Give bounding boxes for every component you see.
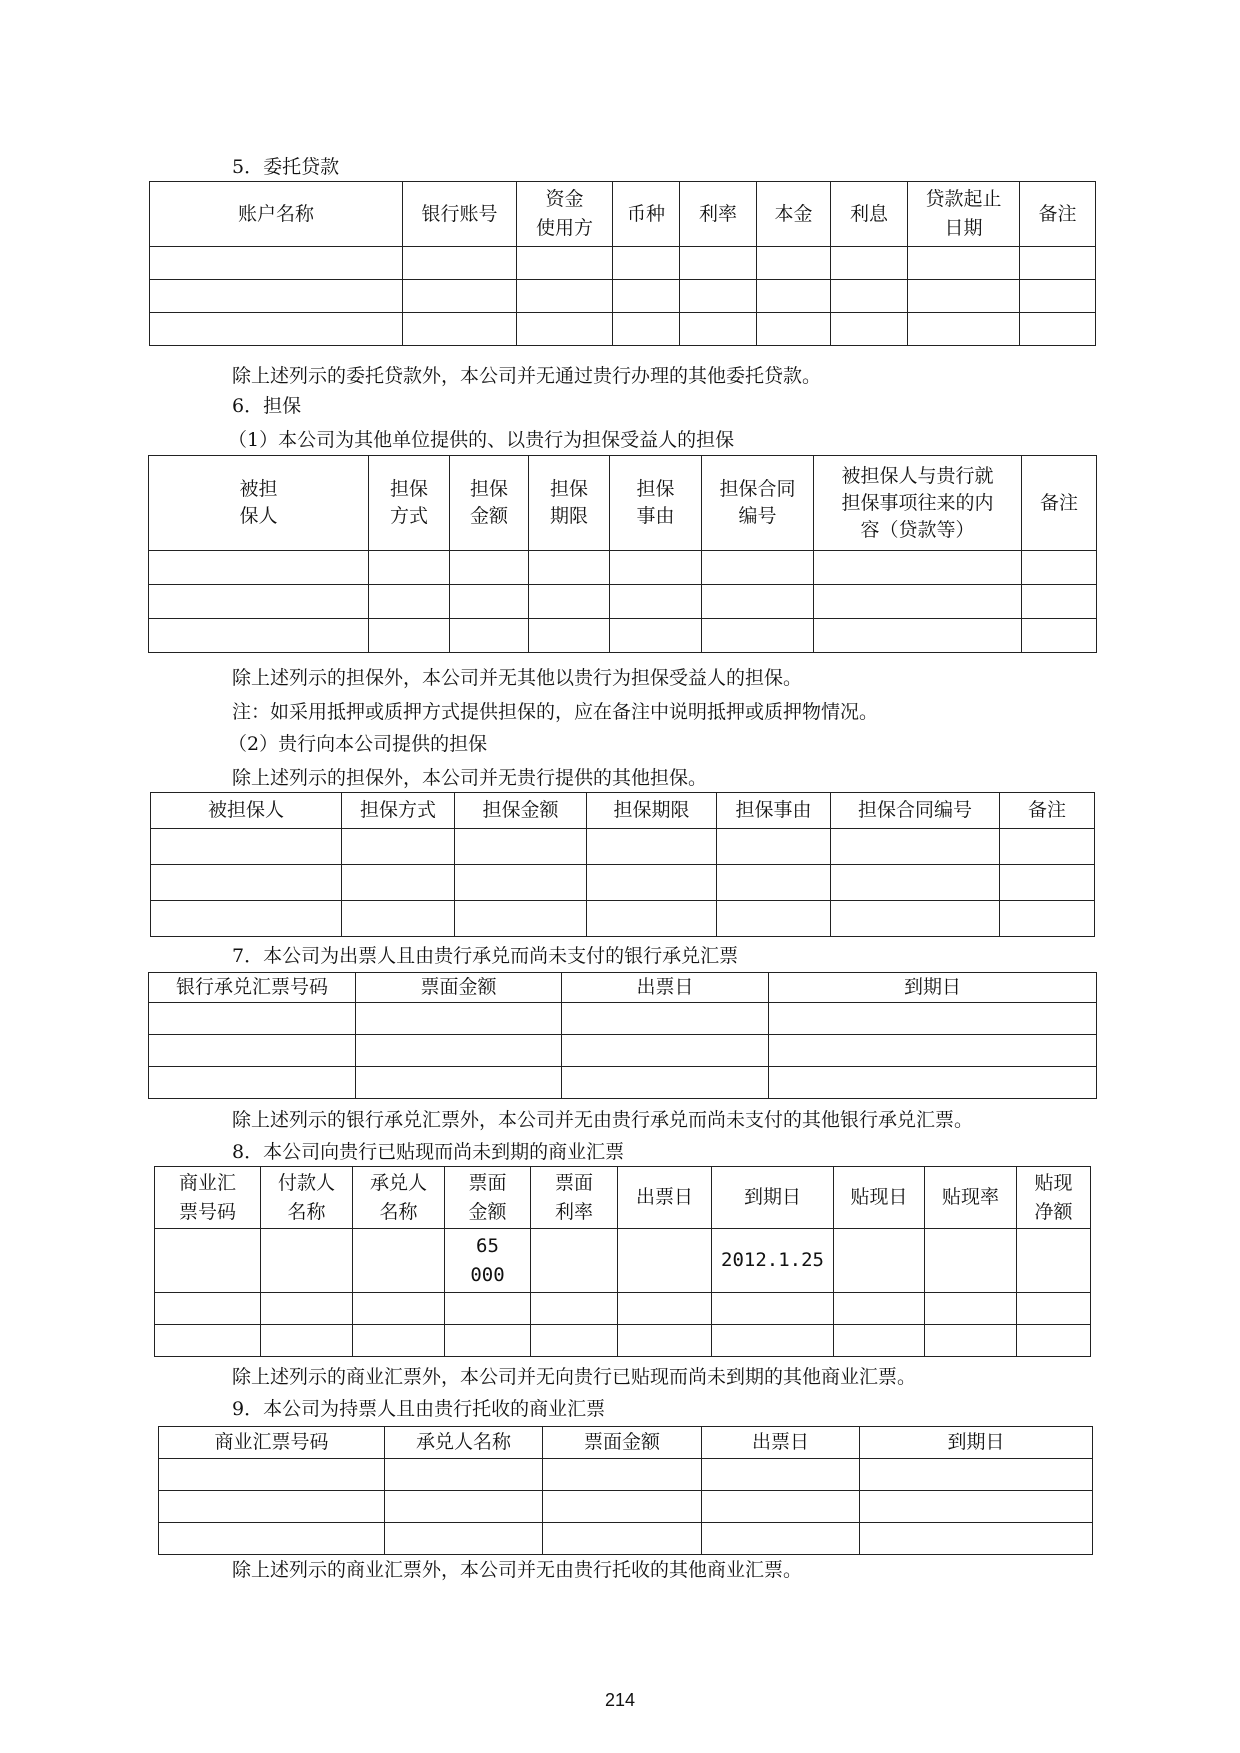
guarantee-cell — [814, 585, 1022, 619]
collection-bill-header-cell: 承兑人名称 — [385, 1427, 543, 1459]
guarantee-cell — [702, 619, 814, 653]
entrusted-loan-cell — [150, 280, 403, 313]
acceptance-bill-cell — [769, 1067, 1097, 1099]
entrusted-loan-cell — [403, 313, 517, 346]
guarantee-cell — [1022, 619, 1097, 653]
entrusted-loan-header-cell: 贷款起止 日期 — [908, 182, 1020, 247]
table-row — [149, 1003, 1097, 1035]
entrusted-loan-cell — [680, 280, 757, 313]
acceptance-bill-cell — [356, 1003, 562, 1035]
section-6-sub1: （1）本公司为其他单位提供的、以贵行为担保受益人的担保 — [228, 429, 735, 451]
acceptance-bill-cell — [769, 1003, 1097, 1035]
discounted-bill-cell — [834, 1229, 925, 1293]
entrusted-loan-cell — [613, 313, 680, 346]
discounted-bill-cell — [445, 1325, 531, 1357]
entrusted-loan-cell — [831, 247, 908, 280]
discounted-bill-cell — [155, 1325, 261, 1357]
discounted-bill-cell — [445, 1293, 531, 1325]
bank-guarantee-cell — [455, 865, 587, 901]
discounted-bill-cell — [925, 1293, 1017, 1325]
acceptance-bill-cell — [562, 1067, 769, 1099]
bank-guarantee-header-row — [151, 793, 1095, 829]
section-5-heading: 5．委托贷款 — [232, 156, 340, 178]
acceptance-bill-header-cell: 票面金额 — [356, 973, 562, 1003]
bank-guarantee-cell — [455, 901, 587, 937]
bank-guarantee-cell — [587, 901, 717, 937]
guarantee-header-cell: 担保 期限 — [529, 456, 610, 551]
entrusted-loan-cell — [1020, 313, 1096, 346]
acceptance-bill-table — [148, 972, 1097, 1099]
discounted-bill-cell: 65 000 — [445, 1229, 531, 1293]
table-row — [149, 551, 1097, 585]
bank-guarantee-cell — [342, 829, 455, 865]
bank-guarantee-header-cell: 备注 — [1000, 793, 1095, 829]
table-row — [149, 619, 1097, 653]
table-row — [159, 1459, 1093, 1491]
guarantee-cell — [814, 619, 1022, 653]
guarantee-cell — [702, 585, 814, 619]
collection-bill-cell — [702, 1523, 860, 1555]
guarantee-header-cell: 被担 保人 — [149, 456, 369, 551]
discounted-bill-cell — [531, 1325, 618, 1357]
collection-bill-cell — [702, 1459, 860, 1491]
bank-guarantee-cell — [151, 865, 342, 901]
table-row — [159, 1523, 1093, 1555]
table-row — [159, 1491, 1093, 1523]
guarantee-header-row — [149, 456, 1097, 551]
section-7-heading: 7．本公司为出票人且由贵行承兑而尚未支付的银行承兑汇票 — [232, 945, 739, 967]
acceptance-bill-header-cell: 银行承兑汇票号码 — [149, 973, 356, 1003]
entrusted-loan-cell — [150, 313, 403, 346]
entrusted-loan-cell — [757, 313, 831, 346]
page-number: 214 — [604, 1690, 636, 1710]
bank-guarantee-cell — [831, 865, 1000, 901]
discounted-bill-cell — [353, 1229, 445, 1293]
discounted-bill-header-cell: 贴现 净额 — [1017, 1167, 1091, 1229]
bank-guarantee-cell — [1000, 901, 1095, 937]
table-row — [150, 247, 1096, 280]
guarantee-cell — [610, 585, 702, 619]
discounted-bill-header-cell: 贴现率 — [925, 1167, 1017, 1229]
acceptance-bill-cell — [149, 1003, 356, 1035]
entrusted-loan-cell — [831, 280, 908, 313]
discounted-bill-cell — [618, 1229, 712, 1293]
collection-bill-cell — [159, 1523, 385, 1555]
table-row — [149, 1067, 1097, 1099]
table-row — [151, 829, 1095, 865]
discounted-bill-cell — [261, 1229, 353, 1293]
entrusted-loan-cell — [403, 280, 517, 313]
acceptance-bill-cell — [356, 1035, 562, 1067]
collection-bill-table — [158, 1426, 1093, 1555]
table-row — [149, 1035, 1097, 1067]
guarantee-header-cell: 担保 金额 — [450, 456, 529, 551]
entrusted-loan-cell — [517, 280, 613, 313]
acceptance-bill-cell — [562, 1035, 769, 1067]
guarantee-beneficiary-table — [148, 455, 1097, 653]
section-8-note: 除上述列示的商业汇票外，本公司并无向贵行已贴现而尚未到期的其他商业汇票。 — [232, 1366, 917, 1388]
discounted-bill-cell — [531, 1293, 618, 1325]
bank-guarantee-cell — [587, 865, 717, 901]
acceptance-bill-cell — [149, 1035, 356, 1067]
discounted-bill-cell — [712, 1325, 834, 1357]
guarantee-header-cell: 备注 — [1022, 456, 1097, 551]
acceptance-bill-cell — [149, 1067, 356, 1099]
collection-bill-header-cell: 到期日 — [860, 1427, 1093, 1459]
acceptance-bill-cell — [562, 1003, 769, 1035]
discounted-bill-header-cell: 商业汇 票号码 — [155, 1167, 261, 1229]
collection-bill-header-cell: 商业汇票号码 — [159, 1427, 385, 1459]
collection-bill-header-cell: 出票日 — [702, 1427, 860, 1459]
guarantee-cell — [529, 585, 610, 619]
entrusted-loan-header-cell: 银行账号 — [403, 182, 517, 247]
bank-guarantee-header-cell: 担保事由 — [717, 793, 831, 829]
discounted-bill-cell — [925, 1325, 1017, 1357]
guarantee-cell — [529, 619, 610, 653]
entrusted-loan-header-cell: 资金 使用方 — [517, 182, 613, 247]
entrusted-loan-header-cell: 备注 — [1020, 182, 1096, 247]
guarantee-cell — [450, 585, 529, 619]
acceptance-bill-cell — [356, 1067, 562, 1099]
acceptance-bill-header-cell: 到期日 — [769, 973, 1097, 1003]
table-row — [155, 1229, 1091, 1293]
guarantee-cell — [702, 551, 814, 585]
collection-bill-cell — [543, 1523, 702, 1555]
discounted-bill-cell — [353, 1293, 445, 1325]
guarantee-header-cell: 担保 方式 — [369, 456, 450, 551]
discounted-bill-cell — [834, 1325, 925, 1357]
collection-bill-header-row — [159, 1427, 1093, 1459]
section-6-note1: 除上述列示的担保外，本公司并无其他以贵行为担保受益人的担保。 — [232, 667, 803, 689]
entrusted-loan-header-cell: 利息 — [831, 182, 908, 247]
entrusted-loan-cell — [908, 280, 1020, 313]
bank-guarantee-cell — [342, 865, 455, 901]
bank-guarantee-cell — [587, 829, 717, 865]
bank-guarantee-header-cell: 被担保人 — [151, 793, 342, 829]
collection-bill-cell — [860, 1491, 1093, 1523]
discounted-bill-cell — [531, 1229, 618, 1293]
acceptance-bill-cell — [769, 1035, 1097, 1067]
bank-guarantee-cell — [831, 829, 1000, 865]
entrusted-loan-cell — [1020, 280, 1096, 313]
guarantee-cell — [450, 619, 529, 653]
section-9-note: 除上述列示的商业汇票外，本公司并无由贵行托收的其他商业汇票。 — [232, 1559, 803, 1581]
guarantee-header-cell: 担保合同 编号 — [702, 456, 814, 551]
discounted-bill-header-row — [155, 1167, 1091, 1229]
guarantee-cell — [529, 551, 610, 585]
entrusted-loan-cell — [831, 313, 908, 346]
bank-guarantee-header-cell: 担保金额 — [455, 793, 587, 829]
entrusted-loan-table — [149, 181, 1096, 346]
acceptance-bill-header-cell: 出票日 — [562, 973, 769, 1003]
acceptance-bill-header-row — [149, 973, 1097, 1003]
discounted-bill-cell — [925, 1229, 1017, 1293]
guarantee-header-cell: 被担保人与贵行就 担保事项往来的内 容（贷款等） — [814, 456, 1022, 551]
bank-guarantee-cell — [717, 865, 831, 901]
collection-bill-header-cell: 票面金额 — [543, 1427, 702, 1459]
discounted-bill-table — [154, 1166, 1091, 1357]
collection-bill-cell — [159, 1459, 385, 1491]
discounted-bill-cell — [261, 1293, 353, 1325]
discounted-bill-header-cell: 付款人 名称 — [261, 1167, 353, 1229]
entrusted-loan-cell — [1020, 247, 1096, 280]
bank-guarantee-cell — [151, 829, 342, 865]
section-6-note2: 除上述列示的担保外，本公司并无贵行提供的其他担保。 — [232, 767, 708, 789]
discounted-bill-header-cell: 承兑人 名称 — [353, 1167, 445, 1229]
entrusted-loan-header-cell: 利率 — [680, 182, 757, 247]
table-row — [155, 1293, 1091, 1325]
guarantee-cell — [369, 551, 450, 585]
guarantee-cell — [814, 551, 1022, 585]
discounted-bill-cell — [1017, 1229, 1091, 1293]
guarantee-cell — [369, 585, 450, 619]
bank-guarantee-cell — [455, 829, 587, 865]
entrusted-loan-cell — [680, 247, 757, 280]
entrusted-loan-cell — [680, 313, 757, 346]
section-7-note: 除上述列示的银行承兑汇票外，本公司并无由贵行承兑而尚未支付的其他银行承兑汇票。 — [232, 1109, 974, 1131]
guarantee-cell — [1022, 585, 1097, 619]
discounted-bill-cell — [618, 1325, 712, 1357]
guarantee-cell — [149, 551, 369, 585]
entrusted-loan-cell — [613, 247, 680, 280]
discounted-bill-cell — [712, 1293, 834, 1325]
bank-guarantee-cell — [342, 901, 455, 937]
bank-guarantee-cell — [717, 901, 831, 937]
entrusted-loan-cell — [150, 247, 403, 280]
section-5-note: 除上述列示的委托贷款外，本公司并无通过贵行办理的其他委托贷款。 — [232, 365, 822, 387]
collection-bill-cell — [543, 1459, 702, 1491]
discounted-bill-cell — [834, 1293, 925, 1325]
discounted-bill-header-cell: 出票日 — [618, 1167, 712, 1229]
section-6-remark: 注：如采用抵押或质押方式提供担保的，应在备注中说明抵押或质押物情况。 — [232, 701, 879, 723]
bank-guarantee-header-cell: 担保期限 — [587, 793, 717, 829]
bank-guarantee-cell — [831, 901, 1000, 937]
entrusted-loan-cell — [613, 280, 680, 313]
collection-bill-cell — [543, 1491, 702, 1523]
collection-bill-cell — [702, 1491, 860, 1523]
section-9-heading: 9．本公司为持票人且由贵行托收的商业汇票 — [232, 1398, 606, 1420]
collection-bill-cell — [385, 1523, 543, 1555]
section-8-heading: 8．本公司向贵行已贴现而尚未到期的商业汇票 — [232, 1141, 625, 1163]
table-row — [155, 1325, 1091, 1357]
bank-guarantee-cell — [1000, 829, 1095, 865]
discounted-bill-cell — [1017, 1293, 1091, 1325]
table-row — [150, 313, 1096, 346]
discounted-bill-cell — [155, 1293, 261, 1325]
collection-bill-cell — [860, 1523, 1093, 1555]
guarantee-cell — [1022, 551, 1097, 585]
table-row — [149, 585, 1097, 619]
discounted-bill-cell — [618, 1293, 712, 1325]
entrusted-loan-header-row — [150, 182, 1096, 247]
entrusted-loan-cell — [403, 247, 517, 280]
guarantee-cell — [149, 619, 369, 653]
bank-guarantee-table — [150, 792, 1095, 937]
bank-guarantee-cell — [717, 829, 831, 865]
collection-bill-cell — [860, 1459, 1093, 1491]
discounted-bill-cell — [261, 1325, 353, 1357]
discounted-bill-cell — [1017, 1325, 1091, 1357]
bank-guarantee-cell — [151, 901, 342, 937]
discounted-bill-header-cell: 票面 金额 — [445, 1167, 531, 1229]
entrusted-loan-cell — [757, 247, 831, 280]
entrusted-loan-header-cell: 币种 — [613, 182, 680, 247]
discounted-bill-cell: 2012.1.25 — [712, 1229, 834, 1293]
entrusted-loan-cell — [517, 313, 613, 346]
bank-guarantee-cell — [1000, 865, 1095, 901]
bank-guarantee-header-cell: 担保方式 — [342, 793, 455, 829]
entrusted-loan-cell — [908, 313, 1020, 346]
collection-bill-cell — [159, 1491, 385, 1523]
discounted-bill-header-cell: 票面 利率 — [531, 1167, 618, 1229]
entrusted-loan-cell — [757, 280, 831, 313]
section-6-heading: 6．担保 — [232, 395, 302, 417]
table-row — [150, 280, 1096, 313]
discounted-bill-cell — [155, 1229, 261, 1293]
collection-bill-cell — [385, 1459, 543, 1491]
entrusted-loan-cell — [908, 247, 1020, 280]
guarantee-header-cell: 担保 事由 — [610, 456, 702, 551]
discounted-bill-cell — [353, 1325, 445, 1357]
guarantee-cell — [369, 619, 450, 653]
entrusted-loan-header-cell: 本金 — [757, 182, 831, 247]
table-row — [151, 865, 1095, 901]
guarantee-cell — [610, 619, 702, 653]
bank-guarantee-header-cell: 担保合同编号 — [831, 793, 1000, 829]
collection-bill-cell — [385, 1491, 543, 1523]
discounted-bill-header-cell: 贴现日 — [834, 1167, 925, 1229]
guarantee-cell — [610, 551, 702, 585]
section-6-sub2: （2）贵行向本公司提供的担保 — [228, 733, 488, 755]
guarantee-cell — [149, 585, 369, 619]
entrusted-loan-header-cell: 账户名称 — [150, 182, 403, 247]
entrusted-loan-cell — [517, 247, 613, 280]
guarantee-cell — [450, 551, 529, 585]
discounted-bill-header-cell: 到期日 — [712, 1167, 834, 1229]
table-row — [151, 901, 1095, 937]
